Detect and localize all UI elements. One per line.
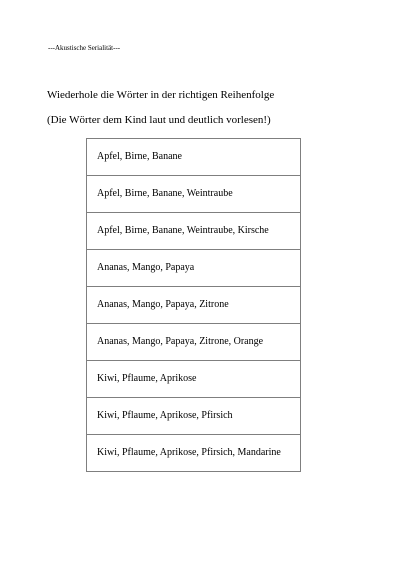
word-sequence-cell: Apfel, Birne, Banane, Weintraube, Kirsche [87, 213, 301, 250]
word-sequence-cell: Apfel, Birne, Banane [87, 139, 301, 176]
table-row [87, 398, 301, 435]
table-row [87, 176, 301, 213]
instruction-text: Wiederhole die Wörter in der richtigen Reihenfolge [47, 89, 275, 101]
table-row [87, 250, 301, 287]
table-row [87, 213, 301, 250]
section-heading: ---Akustische Serialität--- [48, 44, 121, 52]
table-row [87, 287, 301, 324]
word-sequence-cell: Ananas, Mango, Papaya, Zitrone [87, 287, 301, 324]
instruction-note: (Die Wörter dem Kind laut und deutlich vorlesen!) [47, 114, 271, 126]
word-sequence-cell: Apfel, Birne, Banane, Weintraube [87, 176, 301, 213]
word-sequence-cell: Kiwi, Pflaume, Aprikose [87, 361, 301, 398]
table-row [87, 139, 301, 176]
table-row [87, 361, 301, 398]
word-sequence-cell: Ananas, Mango, Papaya [87, 250, 301, 287]
word-sequence-cell: Kiwi, Pflaume, Aprikose, Pfirsich [87, 398, 301, 435]
word-sequence-cell: Ananas, Mango, Papaya, Zitrone, Orange [87, 324, 301, 361]
table-row [87, 324, 301, 361]
word-sequence-cell: Kiwi, Pflaume, Aprikose, Pfirsich, Mandarine [87, 435, 301, 472]
word-sequence-table [86, 138, 301, 472]
table-row [87, 435, 301, 472]
